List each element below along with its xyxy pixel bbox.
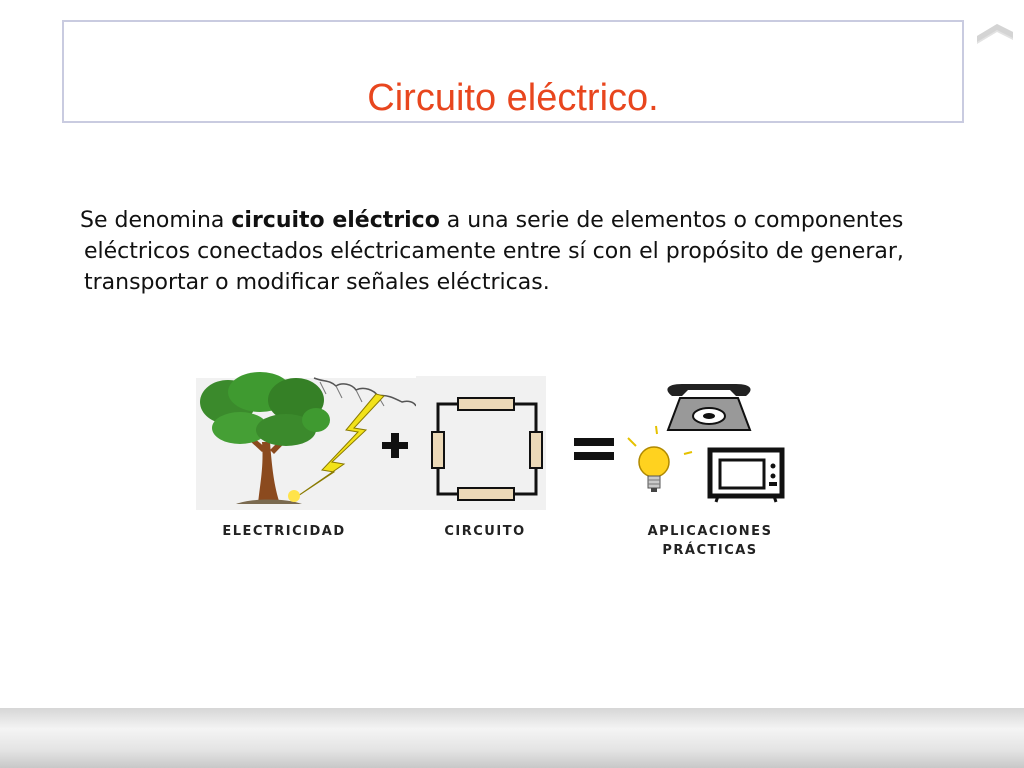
- circuit-icon: [416, 376, 546, 510]
- paragraph-text-after: a una serie de elementos o componentes eléctricos conectados eléctricamente entre sí con el propósito de generar, transportar o modificar señales eléctricas.: [84, 208, 904, 295]
- caption-electricity: ELECTRICIDAD: [222, 524, 346, 539]
- television-icon: [710, 450, 782, 502]
- footer-bar: [0, 708, 1024, 768]
- equals-icon: [574, 438, 614, 460]
- paragraph-text-before: Se denomina: [80, 208, 232, 233]
- paragraph-bold-term: circuito eléctrico: [231, 208, 440, 233]
- home-icon[interactable]: [975, 20, 1015, 62]
- title-frame: [62, 20, 964, 123]
- caption-applications-line1: APLICACIONES: [647, 524, 773, 539]
- slide-title: Circuito eléctrico.: [367, 77, 659, 119]
- caption-circuit: CIRCUITO: [444, 524, 526, 539]
- light-bulb-icon: [628, 426, 692, 492]
- definition-paragraph: [80, 205, 944, 298]
- diagram-illustration: [196, 372, 796, 522]
- circuit-diagram: [196, 372, 796, 572]
- tree-icon: [196, 372, 416, 510]
- telephone-icon: [667, 384, 750, 430]
- caption-applications-line2: PRÁCTICAS: [662, 543, 758, 558]
